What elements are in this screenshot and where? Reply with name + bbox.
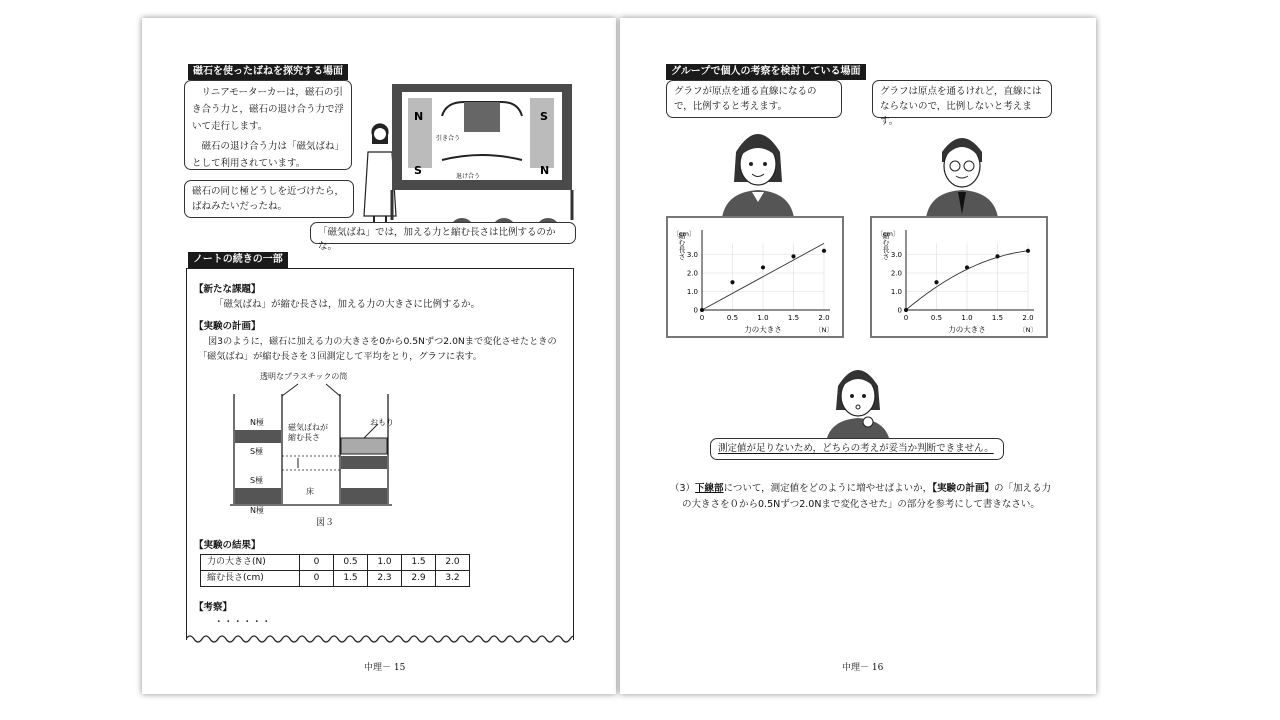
x-unit-label: 〔N〕 bbox=[1019, 326, 1037, 334]
consider-dots: ・・・・・・ bbox=[214, 617, 272, 628]
data-point bbox=[761, 265, 765, 269]
speech-bubble-proportional-question: 「磁気ばね」では，加える力と縮む長さは比例するのかな。 bbox=[310, 222, 576, 244]
section-header-note: ノートの続きの一部 bbox=[188, 252, 288, 268]
y-tick-label: 0 bbox=[693, 306, 698, 315]
right-page bbox=[620, 18, 1096, 694]
x-unit-label: 〔N〕 bbox=[815, 326, 833, 334]
question-quote-start: の「加える力 bbox=[993, 483, 1051, 494]
y-tick-label: 1.0 bbox=[686, 288, 698, 296]
chart-proportional bbox=[668, 218, 842, 336]
section-header-group: グループで個人の考察を検討している場面 bbox=[666, 64, 866, 80]
data-point bbox=[934, 280, 938, 284]
table-cell: 1.5 bbox=[402, 555, 436, 571]
speech-bubble-insufficient bbox=[710, 438, 1004, 460]
y-tick-label: 3.0 bbox=[890, 251, 902, 259]
graph-proportional bbox=[666, 216, 844, 338]
fig-label-s-pole-2: S極 bbox=[250, 476, 264, 485]
table-row-length bbox=[201, 571, 470, 587]
question-underline-word: 下線部 bbox=[695, 483, 724, 494]
data-point bbox=[1026, 249, 1030, 253]
data-point bbox=[822, 249, 826, 253]
student-boy-illustration bbox=[912, 122, 1012, 218]
fig-label-s-pole-1: S極 bbox=[250, 447, 264, 456]
table-cell: 0.5 bbox=[334, 555, 368, 571]
figure3-caption: 図３ bbox=[316, 518, 335, 528]
x-tick-label: 0.5 bbox=[726, 314, 739, 322]
data-point bbox=[700, 308, 704, 312]
row-label-force: 力の大きさ(N) bbox=[201, 555, 300, 571]
student-thinking-illustration bbox=[820, 358, 896, 442]
data-point bbox=[791, 254, 795, 258]
result-heading: 【実験の結果】 bbox=[194, 540, 261, 551]
question-number: （3） bbox=[670, 483, 696, 494]
plan-text-line1: 図3のように，磁石に加える力の大きさを0から0.5Nずつ2.0Nまで変化させたときの bbox=[208, 336, 557, 347]
y-tick-label: 1.0 bbox=[890, 288, 902, 296]
note-box-wavy-edge bbox=[186, 632, 574, 646]
y-tick-label: 3.0 bbox=[686, 251, 698, 259]
pole-label-s-left: S bbox=[414, 164, 422, 177]
question-3-line1 bbox=[670, 481, 1051, 496]
page-number-right: 中理－ 16 bbox=[842, 663, 884, 673]
data-point bbox=[965, 265, 969, 269]
speech-bubble-proportional: グラフが原点を通る直線になるので，比例すると考えます。 bbox=[666, 80, 842, 118]
speech-bubble-linear-motor bbox=[184, 80, 352, 170]
bubble-text-1: リニアモーターカーは，磁石の引き合う力と，磁石の退け合う力で浮いて走行します。 bbox=[192, 87, 345, 132]
chart-not-proportional bbox=[872, 218, 1046, 336]
page-number-left: 中理－ 15 bbox=[364, 663, 406, 673]
graph-not-proportional bbox=[870, 216, 1048, 338]
pole-label-n-left: N bbox=[414, 110, 424, 123]
section-header-magnet: 磁石を使ったばねを探究する場面 bbox=[188, 64, 348, 80]
speech-bubble-not-proportional: グラフは原点を通るけれど，直線にはならないので，比例しないと考えます。 bbox=[872, 80, 1052, 118]
table-cell: 0 bbox=[300, 571, 334, 587]
fig-label-n-pole-top: N極 bbox=[250, 418, 264, 427]
x-tick-label: 0.5 bbox=[930, 314, 943, 322]
speech-bubble-same-poles: 磁石の同じ極どうしを近づけたら，ばねみたいだったね。 bbox=[184, 180, 354, 218]
x-tick-label: 1.0 bbox=[961, 314, 973, 322]
pole-label-n-right: N bbox=[540, 164, 550, 177]
table-cell: 1.0 bbox=[368, 555, 402, 571]
x-axis-label: 力の大きさ bbox=[948, 325, 986, 334]
plan-heading: 【実験の計画】 bbox=[194, 321, 261, 332]
consider-heading: 【考察】 bbox=[194, 602, 233, 613]
plan-text-line2: 「磁気ばね」が縮む長さを３回測定して平均をとり，グラフに表す。 bbox=[198, 351, 483, 362]
table-cell: 2.0 bbox=[436, 555, 470, 571]
fig-label-floor: 床 bbox=[306, 487, 314, 496]
x-tick-label: 0 bbox=[699, 314, 705, 322]
fig-label-spring-1: 磁気ばねが bbox=[288, 423, 328, 432]
new-task-text: 「磁気ばね」が縮む長さは，加える力の大きさに比例するか。 bbox=[214, 299, 481, 310]
fig-label-weight: おもり bbox=[370, 418, 394, 427]
pole-label-s-right: S bbox=[540, 110, 548, 123]
table-cell: 1.5 bbox=[334, 571, 368, 587]
x-tick-label: 1.0 bbox=[757, 314, 769, 322]
fig-label-tube: 透明なプラスチックの筒 bbox=[260, 372, 348, 381]
table-cell: 3.2 bbox=[436, 571, 470, 587]
result-table bbox=[200, 554, 470, 587]
fig-label-n-pole-bottom: N極 bbox=[250, 506, 264, 515]
data-point bbox=[995, 254, 999, 258]
table-row-force bbox=[201, 555, 470, 571]
presentation-screen bbox=[392, 84, 572, 220]
insufficient-text: 測定値が足りないため，どちらの考えが妥当か判断できません。 bbox=[718, 443, 994, 454]
table-cell: 0 bbox=[300, 555, 334, 571]
repel-label: 退け合う bbox=[456, 173, 481, 180]
y-axis-label: 縮む長さ bbox=[678, 232, 686, 260]
x-tick-label: 1.5 bbox=[991, 314, 1004, 322]
bubble-text-2: 磁石の退け合う力は「磁気ばね」として利用されています。 bbox=[192, 141, 345, 169]
question-text-mid: について，測定値をどのように増やせばよいか， bbox=[723, 483, 933, 494]
question-plan-ref: 【実験の計画】 bbox=[932, 483, 994, 494]
question-3-line2: の大きさを０から0.5Nずつ2.0Nまで変化させた」の部分を参考にして書きなさい。 bbox=[682, 499, 1040, 510]
y-unit-label: 〔cm〕 bbox=[876, 230, 900, 238]
y-axis-label: 縮む長さ bbox=[882, 232, 890, 260]
y-tick-label: 2.0 bbox=[890, 269, 902, 278]
row-label-length: 縮む長さ(cm) bbox=[201, 571, 300, 587]
y-unit-label: 〔cm〕 bbox=[672, 230, 696, 238]
y-tick-label: 2.0 bbox=[686, 269, 698, 278]
x-tick-label: 1.5 bbox=[787, 314, 800, 322]
attract-label: 引き合う bbox=[436, 135, 461, 142]
y-tick-label: 0 bbox=[897, 306, 902, 315]
x-tick-label: 2.0 bbox=[1022, 314, 1034, 322]
x-tick-label: 0 bbox=[903, 314, 909, 322]
table-cell: 2.9 bbox=[402, 571, 436, 587]
data-point bbox=[730, 280, 734, 284]
x-axis-label: 力の大きさ bbox=[744, 325, 782, 334]
x-tick-label: 2.0 bbox=[818, 314, 830, 322]
table-cell: 2.3 bbox=[368, 571, 402, 587]
data-point bbox=[904, 308, 908, 312]
student-girl-illustration bbox=[708, 122, 808, 218]
fig-label-spring-2: 縮む長さ bbox=[288, 433, 320, 442]
left-page bbox=[142, 18, 616, 694]
new-task-heading: 【新たな課題】 bbox=[194, 284, 261, 295]
